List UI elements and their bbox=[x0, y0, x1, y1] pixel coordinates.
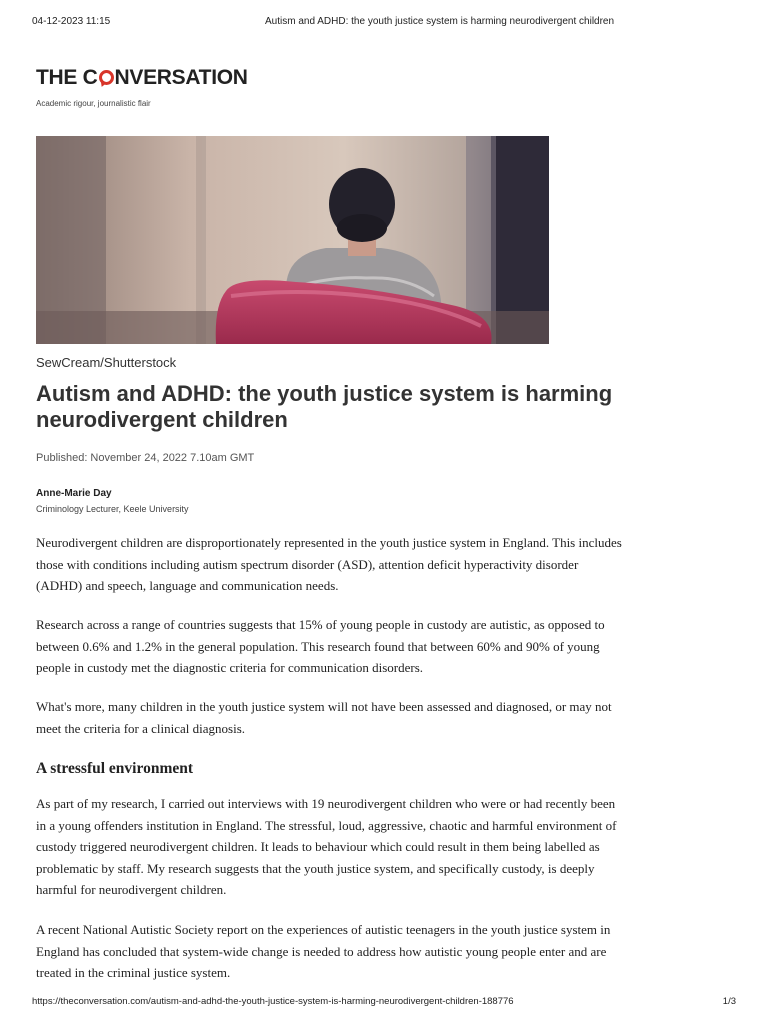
image-credit: SewCream/Shutterstock bbox=[36, 355, 177, 370]
article-paragraph: Research across a range of countries suggests that 15% of young people in custody are autistic, as opposed to between 0.6% and 1.2% in the general population. This research found that between 60% and 90% of young people in custody met the diagnostic criteria for communication disorders. bbox=[36, 617, 605, 675]
site-logo[interactable] bbox=[36, 66, 248, 90]
page-number: 1/3 bbox=[722, 996, 736, 1007]
print-title: Autism and ADHD: the youth justice system is harming neurodivergent children bbox=[265, 16, 615, 27]
article-paragraph: As part of my research, I carried out interviews with 19 neurodivergent children who were or had recently been in a young offenders institution in England. The stressful, loud, aggressive, chaotic and harmful environment of custody triggered neurodivergent children. It leads to behaviour which could result in them being labelled as problematic by staff. My research suggests that the youth justice system, and specifically custody, is deeply harmful for neurodivergent children. bbox=[36, 796, 617, 897]
author-name[interactable]: Anne-Marie Day bbox=[36, 488, 112, 499]
published-date: Published: November 24, 2022 7.10am GMT bbox=[36, 452, 255, 464]
site-tagline: Academic rigour, journalistic flair bbox=[36, 99, 151, 108]
hero-photo bbox=[36, 136, 549, 344]
print-header bbox=[32, 16, 736, 30]
page-url: https://theconversation.com/autism-and-adhd-the-youth-justice-system-is-harming-neurodivergent-children-188776 bbox=[32, 996, 514, 1007]
logo-text-end: NVERSATION bbox=[114, 66, 248, 89]
article-paragraph: A recent National Autistic Society report on the experiences of autistic teenagers in the youth justice system in England has concluded that system-wide change is needed to address how autistic young people enter and are treated in the criminal justice system. bbox=[36, 922, 611, 980]
logo-text-start: THE C bbox=[36, 66, 98, 89]
article-headline: Autism and ADHD: the youth justice system is harming neurodivergent children bbox=[36, 381, 613, 432]
author-role: Criminology Lecturer, Keele University bbox=[36, 504, 189, 514]
article-paragraph: What's more, many children in the youth justice system will not have been assessed and diagnosed, or may not meet the criteria for a clinical diagnosis. bbox=[36, 699, 612, 736]
article-paragraph: Neurodivergent children are disproportionately represented in the youth justice system in England. This includes those with conditions including autism spectrum disorder (ASD), attention deficit hyperactivity disorder (ADHD) and speech, language and communication needs. bbox=[36, 535, 622, 593]
hero-image bbox=[36, 136, 549, 344]
print-date: 04-12-2023 11:15 bbox=[32, 16, 111, 27]
speech-bubble-icon bbox=[99, 70, 114, 85]
print-footer bbox=[32, 996, 736, 1010]
section-heading: A stressful environment bbox=[36, 760, 194, 777]
